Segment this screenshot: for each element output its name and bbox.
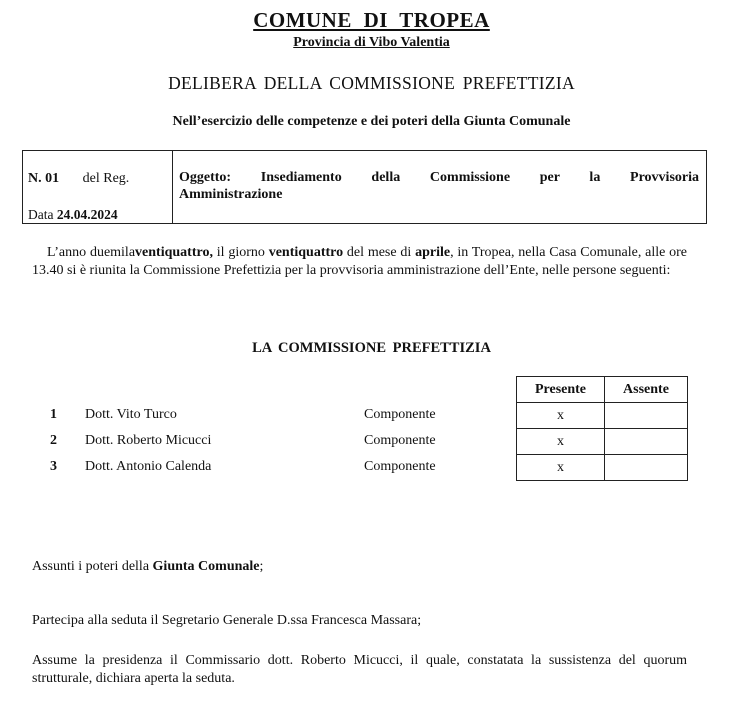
member-role: Componente xyxy=(364,459,436,474)
member-number: 2 xyxy=(50,433,57,448)
document-subtitle: Provincia di Vibo Valentia xyxy=(293,35,450,50)
attendance-row xyxy=(517,403,688,429)
register-date-prefix: Data xyxy=(28,207,54,222)
absent-header: Assente xyxy=(605,377,688,403)
member-name: Dott. Roberto Micucci xyxy=(85,433,212,448)
present-cell: x xyxy=(517,429,605,455)
register-date-value: 24.04.2024 xyxy=(56,207,118,222)
powers-prefix: Assunti i poteri della xyxy=(32,559,153,574)
register-number xyxy=(28,171,129,187)
member-role: Componente xyxy=(364,407,436,422)
register-box xyxy=(22,150,707,224)
absent-cell xyxy=(605,403,688,429)
intro-day: ventiquattro xyxy=(268,245,344,260)
attendance-row xyxy=(517,429,688,455)
present-cell: x xyxy=(517,403,605,429)
intro-text-2: il giorno xyxy=(212,245,269,260)
register-subject-line2: Amministrazione xyxy=(179,187,283,202)
register-number-value: N. 01 xyxy=(28,171,60,186)
member-number: 3 xyxy=(50,459,57,474)
register-date xyxy=(28,207,118,223)
intro-year: ventiquattro, xyxy=(135,245,213,260)
intro-text-4: , in Tropea, nella Casa Comunale, alle ore 13.40 si è riunita la Commissione Prefettizia per la provvisoria amministrazione dell’Ente, nelle persone seguenti: xyxy=(32,245,687,278)
register-divider xyxy=(172,151,173,223)
intro-text-3: del mese di xyxy=(343,245,416,260)
register-label: del Reg. xyxy=(82,171,130,186)
intro-month: aprile xyxy=(415,245,451,260)
absent-cell xyxy=(605,455,688,481)
absent-cell xyxy=(605,429,688,455)
powers-bold: Giunta Comunale xyxy=(152,559,260,574)
secretary-paragraph: Partecipa alla seduta il Segretario Generale D.ssa Francesca Massara; xyxy=(32,613,422,628)
document-title: COMUNE DI TROPEA xyxy=(253,8,490,32)
commission-title: LA COMMISSIONE PREFETTIZIA xyxy=(252,340,491,356)
document-heading: DELIBERA DELLA COMMISSIONE PREFETTIZIA xyxy=(168,73,575,93)
member-name: Dott. Antonio Calenda xyxy=(85,459,212,474)
present-header: Presente xyxy=(517,377,605,403)
member-name: Dott. Vito Turco xyxy=(85,407,177,422)
powers-paragraph xyxy=(32,558,687,576)
intro-paragraph xyxy=(32,244,687,279)
powers-suffix: ; xyxy=(259,559,264,574)
attendance-header-row xyxy=(517,377,688,403)
attendance-row xyxy=(517,455,688,481)
presidency-paragraph: Assume la presidenza il Commissario dott. Roberto Micucci, il quale, constatata la sussistenza del quorum strutturale, dichiara aperta la seduta. xyxy=(32,653,687,686)
register-subject-line1: Oggetto: Insediamento della Commissione per la Provvisoria xyxy=(179,170,699,185)
present-cell: x xyxy=(517,455,605,481)
intro-text-1: L’anno duemila xyxy=(47,245,136,260)
member-number: 1 xyxy=(50,407,57,422)
document-subheading: Nell’esercizio delle competenze e dei poteri della Giunta Comunale xyxy=(172,114,571,129)
attendance-table xyxy=(516,376,688,481)
member-role: Componente xyxy=(364,433,436,448)
